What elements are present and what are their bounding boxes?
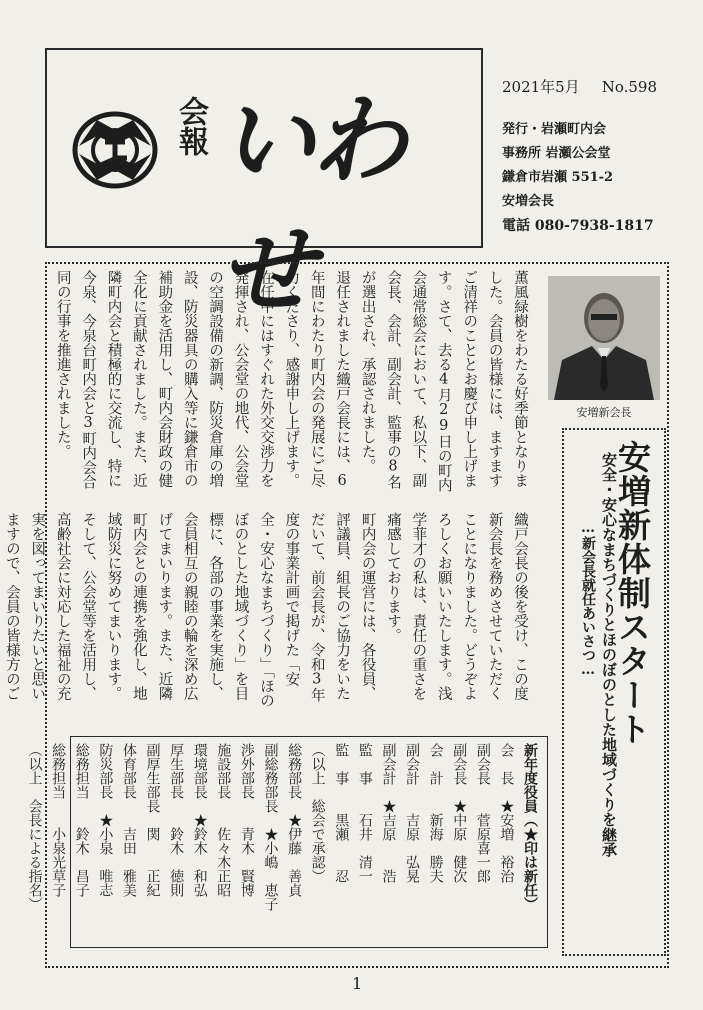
kaiho-label: 会報 <box>173 96 208 156</box>
photo-caption: 安増新会長 <box>576 406 632 419</box>
officer-row: 副会計 ★吉原 浩 <box>380 743 397 883</box>
officer-row: 施設部長 佐々木正昭 <box>215 743 232 897</box>
head-name: 安増会長 <box>502 194 555 209</box>
officer-row: 監 事 石井 清一 <box>356 743 373 883</box>
paragraph-1: 薫風緑樹をわたる好季節となりました。会員の皆様には、ますますご清祥のこととお慶び申し上げます。さて、去る4月29日の町内会通常総会において、私以下、副会長、会計、副会計、監事の8名が選出され、承認されました。 <box>359 270 528 492</box>
headline-subtitle: 安全・安心なまちづくりとほのぼのとした地域づくりを継承 <box>600 452 618 857</box>
officer-row: 監 事 黒瀬 忍 <box>333 743 350 883</box>
officer-row: 副会長 ★中原 健次 <box>451 743 468 883</box>
article-lower <box>3 512 532 714</box>
officer-row: 総務担当 小泉光草子 <box>50 743 67 897</box>
town-emblem-icon <box>71 106 159 194</box>
article-upper <box>54 270 532 492</box>
president-photo <box>548 276 660 400</box>
officer-row: 会 長 ★安増 裕治 <box>498 743 515 883</box>
paragraph-2: 退任されました織戸会長には、6年間にわたり町内会の発展にご尽力くださり、感謝申し上げます。在任中にはすぐれた外交交渉力を発揮され、公会堂の地代、公会堂の空調設備の新調、防災倉庫の増設、防災器具の購入等に鎌倉市の補助金を活用し、町内会財政の健全化に貢献されました。また、近隣町内会と積極的に交流し、特に今泉、今泉台町内会と3町内会合同の行事を推進されました。 <box>54 270 351 489</box>
masthead <box>45 48 483 327</box>
officer-row: 副厚生部長 関 正紀 <box>144 743 161 897</box>
officer-row: 総務担当 鈴木 昌子 <box>73 743 90 897</box>
officer-row: 厚生部長 鈴木 徳則 <box>168 743 185 897</box>
paragraph-4: 町内会の運営には、各役員、評議員、組長のご協力をいただいて、前会長が、令和3年度の事業計画で掲げた「安全・安心なまちづくり」「ほのぼのとした地域づくり」を目標に、各部の事業を実施し、会員相互の親睦の輪を深め広げてまいります。また、近隣町内会との連携を強化し、地域防災に努めてまいります。 <box>105 512 376 708</box>
officers-list <box>26 736 548 948</box>
officer-row: 総務部長 ★伊藤 善貞 <box>286 743 303 897</box>
officer-row: 環境部長 ★鈴木 和弘 <box>191 743 208 897</box>
officer-row: 体育部長 吉田 雅美 <box>120 743 137 897</box>
issue-number: No.598 <box>601 78 658 96</box>
address: 鎌倉市岩瀬 551-2 <box>502 170 614 185</box>
phone: 電話 080-7938-1817 <box>502 218 654 234</box>
office: 事務所 岩瀬公会堂 <box>502 146 611 161</box>
officer-row: 会 計 新海 勝夫 <box>427 743 444 883</box>
paragraph-3: 織戸会長の後を受け、この度新会長を務めさせていただくことになりました。どうぞよろしくお願いいたします。浅学菲才の私は、責任の重さを痛感しております。 <box>384 512 528 701</box>
officer-row: 防災部長 ★小泉 唯志 <box>97 743 114 897</box>
headline-box <box>562 428 666 956</box>
officer-row: 副会計 吉原 弘晃 <box>404 743 421 883</box>
newsletter-title: いわせ <box>219 85 403 327</box>
issue-date: 2021年5月 <box>502 78 580 96</box>
headline-title: 安増新体制スタート <box>613 440 652 746</box>
paragraph-5: そして、公会堂等を活用し、高齢社会に対応した福祉の充実を図ってまいりたいと思いますので、会員の皆様方のご <box>3 512 97 701</box>
officer-row: 渉外部長 青木 賢博 <box>238 743 255 897</box>
officer-row: 副総務部長 ★小嶋 恵子 <box>262 743 279 911</box>
publisher: 発行・岩瀬町内会 <box>502 122 607 137</box>
issue-info <box>496 48 676 248</box>
officer-row: （以上 総会で承認） <box>309 743 326 883</box>
officers-heading: 新年度役員（★印は新任） <box>522 743 538 911</box>
page-number: 1 <box>352 974 363 993</box>
officer-row: （以上 会長による指名） <box>26 743 43 911</box>
headline-note: …新会長就任あいさつ… <box>580 520 596 678</box>
officer-row: 副会長 菅原喜一郎 <box>474 743 491 883</box>
